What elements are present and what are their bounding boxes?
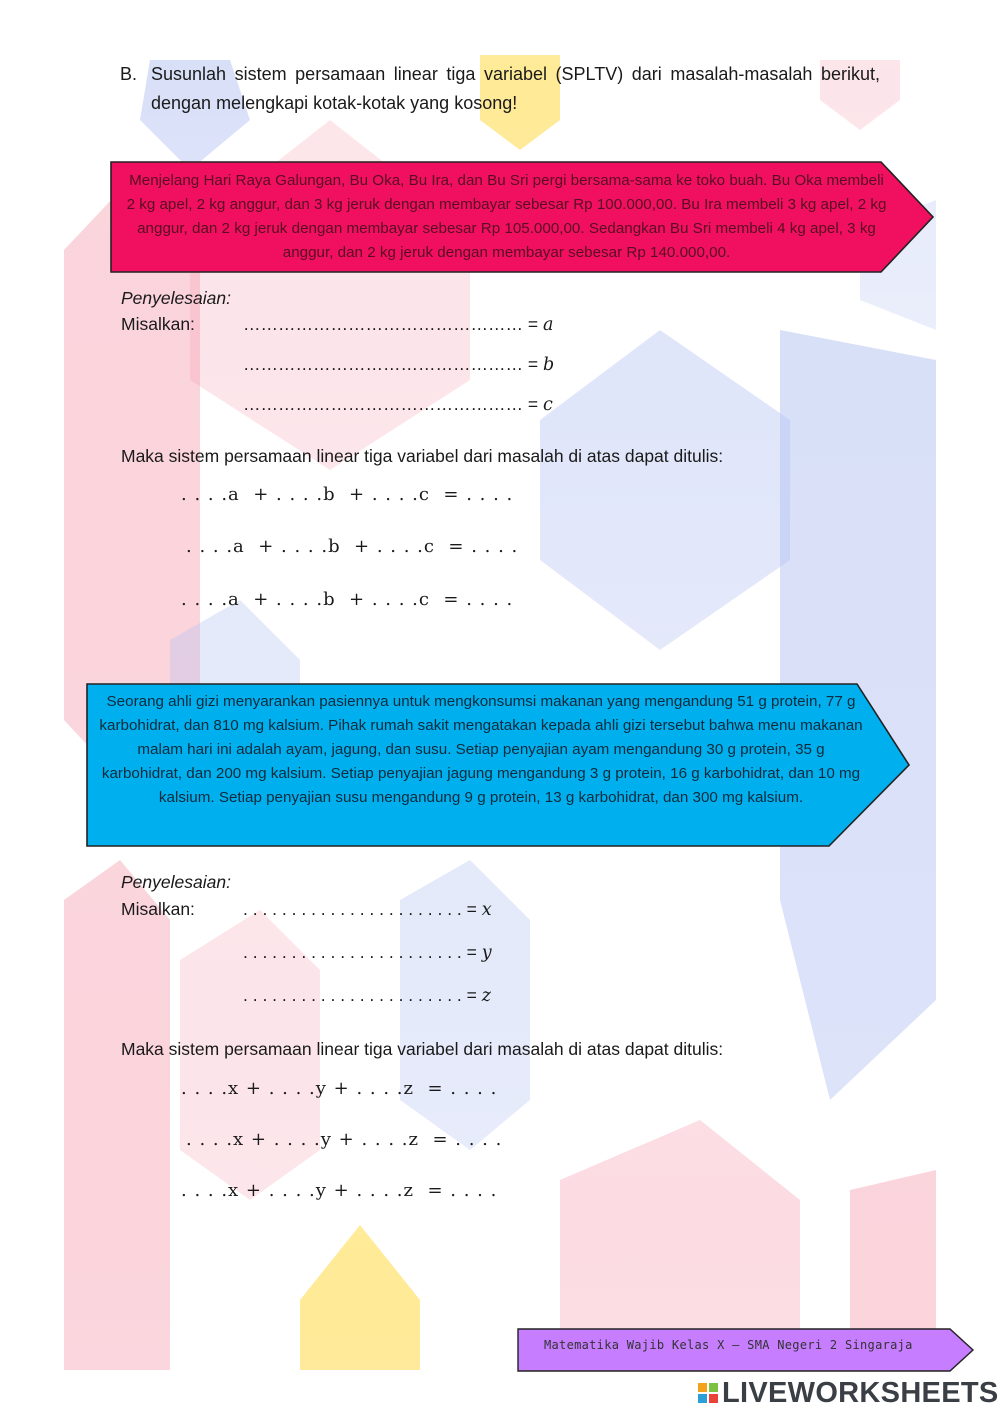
problem2-text: Seorang ahli gizi menyarankan pasiennya untuk mengkonsumsi makanan yang mengandung 51 g protein, 77 g karbohidrat, dan 810 mg kalsium. Pihak rumah sakit mengatakan kepada ahli gizi tersebut bahwa menu makanan malam hari ini adalah ayam, jagung, dan susu. Setiap penyajian ayam mengandung 30 g protein, 35 g karbohidrat, dan 200 mg kalsium. Setiap penyajian jagung mengandung 3 g protein, 16 g karbohidrat, dan 10 mg kalsium. Setiap penyajian susu mengandung 9 g protein, 13 g karbohidrat, dan 300 mg kalsium.: [99, 693, 863, 806]
problem2-box: [86, 683, 911, 847]
liveworksheets-logo-icon: [698, 1376, 720, 1410]
problem2-var-z: z: [481, 986, 491, 1006]
footer-text: Matematika Wajib Kelas X – SMA Negeri 2 Singaraja: [544, 1338, 913, 1352]
problem1-var-b: b: [542, 355, 555, 375]
problem2-blank-z[interactable]: . . . . . . . . . . . . . . . . . . . . . . . =: [243, 985, 477, 1005]
problem2-var-y: y: [481, 943, 492, 963]
liveworksheets-brand: LIVEWORKSHEETS: [722, 1377, 999, 1409]
problem2-equation-3[interactable]: . . . .x + . . . .y + . . . .z = . . . .: [181, 1180, 498, 1201]
problem2-let-row: [243, 895, 492, 925]
problem2-system-intro: Maka sistem persamaan linear tiga variabel dari masalah di atas dapat ditulis:: [121, 1039, 724, 1059]
problem1-var-c: c: [542, 395, 553, 415]
problem1-blank-a[interactable]: ………………………………………… =: [243, 314, 539, 334]
problem1-let-row: [243, 350, 554, 380]
problem1-equation-1[interactable]: . . . .a + . . . .b + . . . .c = . . . .: [181, 484, 514, 505]
problem1-text: Menjelang Hari Raya Galungan, Bu Oka, Bu Ira, dan Bu Sri pergi bersama-sama ke toko buah. Bu Oka membeli 2 kg apel, 2 kg anggur, dan 3 kg jeruk dengan membayar sebesar Rp 100.000,00. Bu Ira membeli 3 kg apel, 2 kg anggur, dan 2 kg jeruk dengan membayar sebesar Rp 105.000,00. Sedangkan Bu Sri membeli 4 kg apel, 3 kg anggur, dan 2 kg jeruk dengan membayar sebesar Rp 140.000,00.: [126, 172, 887, 261]
problem1-equation-3[interactable]: . . . .a + . . . .b + . . . .c = . . . .: [181, 589, 514, 610]
problem1-let-label: Misalkan:: [121, 314, 195, 334]
instruction-block: [120, 60, 880, 118]
problem2-var-x: x: [481, 900, 492, 920]
problem2-let-row: [243, 981, 491, 1011]
problem1-let-row: [243, 390, 553, 420]
problem1-equation-2[interactable]: . . . .a + . . . .b + . . . .c = . . . .: [186, 536, 519, 557]
footer-banner: [517, 1328, 975, 1372]
problem2-let-label: Misalkan:: [121, 899, 195, 919]
instruction-label: B.: [120, 64, 138, 84]
problem2-blank-x[interactable]: . . . . . . . . . . . . . . . . . . . . . . . =: [243, 899, 477, 919]
problem2-solution-label: Penyelesaian:: [121, 872, 231, 892]
problem1-box: [110, 161, 935, 273]
problem2-let-row: [243, 938, 492, 968]
problem1-var-a: a: [542, 315, 554, 335]
problem1-solution-label: Penyelesaian:: [121, 288, 231, 308]
problem1-blank-b[interactable]: ………………………………………… =: [243, 354, 539, 374]
problem2-equation-1[interactable]: . . . .x + . . . .y + . . . .z = . . . .: [181, 1078, 498, 1099]
problem2-equation-2[interactable]: . . . .x + . . . .y + . . . .z = . . . .: [186, 1129, 503, 1150]
problem1-let-row: [243, 310, 553, 340]
problem2-blank-y[interactable]: . . . . . . . . . . . . . . . . . . . . . . . =: [243, 942, 477, 962]
instruction-text: Susunlah sistem persamaan linear tiga variabel (SPLTV) dari masalah-masalah berikut, dengan melengkapi kotak-kotak yang kosong!: [151, 64, 880, 113]
problem1-blank-c[interactable]: ………………………………………… =: [243, 394, 539, 414]
problem1-system-intro: Maka sistem persamaan linear tiga variabel dari masalah di atas dapat ditulis:: [121, 446, 724, 466]
